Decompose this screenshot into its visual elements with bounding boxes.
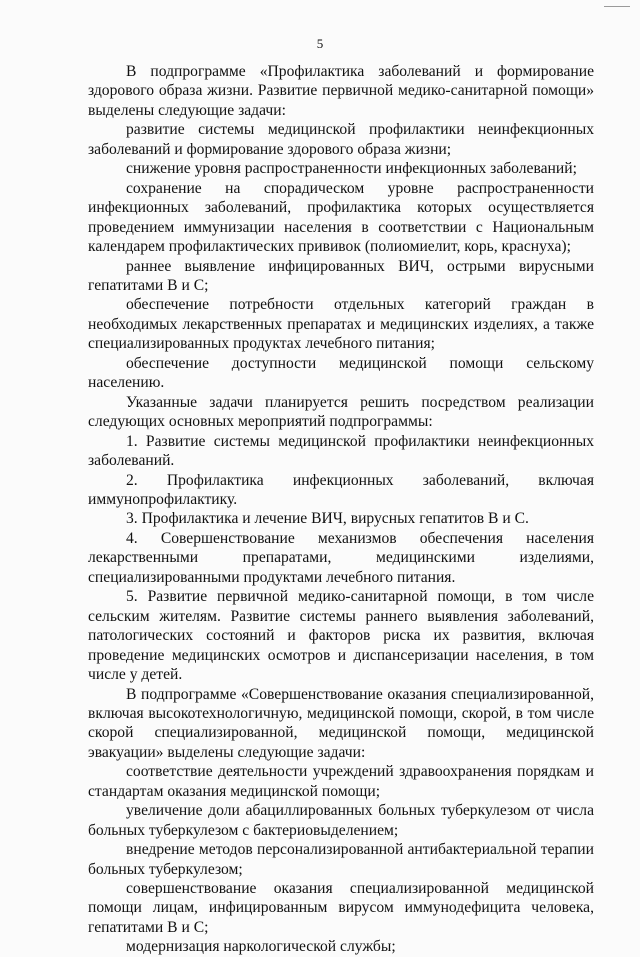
task-item: раннее выявление инфицированных ВИЧ, острыми вирусными гепатитами В и С; xyxy=(88,257,594,294)
measure-item: 3. Профилактика и лечение ВИЧ, вирусных гепатитов В и С. xyxy=(126,510,529,528)
task-item: соответствие деятельности учреждений здравоохранения порядкам и стандартам оказания медицинской помощи; xyxy=(88,763,594,800)
measure-item: 2. Профилактика инфекционных заболеваний, включая иммунопрофилактику. xyxy=(88,471,594,508)
task-item: сохранение на спорадическом уровне распространенности инфекционных заболеваний, профилактика которых осуществляется проведением иммунизации населения в соответствии с Национальным календарем профилактических прививок (полиомиелит, корь, краснуха); xyxy=(88,179,594,256)
task-item: увеличение доли абациллированных больных туберкулезом от числа больных туберкулезом с бактериовыделением; xyxy=(88,802,594,839)
task-item: снижение уровня распространенности инфекционных заболеваний; xyxy=(126,160,577,178)
task-item: развитие системы медицинской профилактики неинфекционных заболеваний и формирование здорового образа жизни; xyxy=(88,121,594,158)
paragraph-intro-subprogram-2: В подпрограмме «Совершенствование оказания специализированной, включая высокотехнологичную, медицинской помощи, скорой, в том числе скорой специализированной, медицинской помощи, медицинской эвакуации» выделены следующие задачи: xyxy=(88,685,594,761)
measure-item: 4. Совершенствование механизмов обеспечения населения лекарственными препаратами, медицинскими изделиями, специализированными продуктами лечебного питания. xyxy=(88,529,594,586)
page-number: 5 xyxy=(316,36,324,51)
measure-item: 5. Развитие первичной медико-санитарной помощи, в том числе сельским жителям. Развитие системы раннего выявления заболеваний, патологических состояний и факторов риска их развития, включая проведение медицинских осмотров и диспансеризации населения, в том числе у детей. xyxy=(88,588,594,684)
task-item: обеспечение потребности отдельных категорий граждан в необходимых лекарственных препаратах и медицинских изделиях, а также специализированных продуктах лечебного питания; xyxy=(88,296,594,353)
task-item: модернизация наркологической службы; xyxy=(126,938,396,956)
paragraph-measures-intro: Указанные задачи планируется решить посредством реализации следующих основных мероприятий подпрограммы: xyxy=(88,393,594,431)
task-item: обеспечение доступности медицинской помощи сельскому населению. xyxy=(88,354,594,392)
scan-corner-mark xyxy=(604,6,630,7)
document-body xyxy=(88,62,594,957)
task-item: совершенствование оказания специализированной медицинской помощи лицам, инфицированным вирусом иммунодефицита человека, гепатитами В и С; xyxy=(88,880,594,936)
measure-item: 1. Развитие системы медицинской профилактики неинфекционных заболеваний. xyxy=(88,432,594,470)
paragraph-intro-subprogram-1: В подпрограмме «Профилактика заболеваний и формирование здорового образа жизни. Развитие первичной медико-санитарной помощи» выделены следующие задачи: xyxy=(88,63,594,119)
task-item: внедрение методов персонализированной антибактериальной терапии больных туберкулезом; xyxy=(88,841,594,878)
